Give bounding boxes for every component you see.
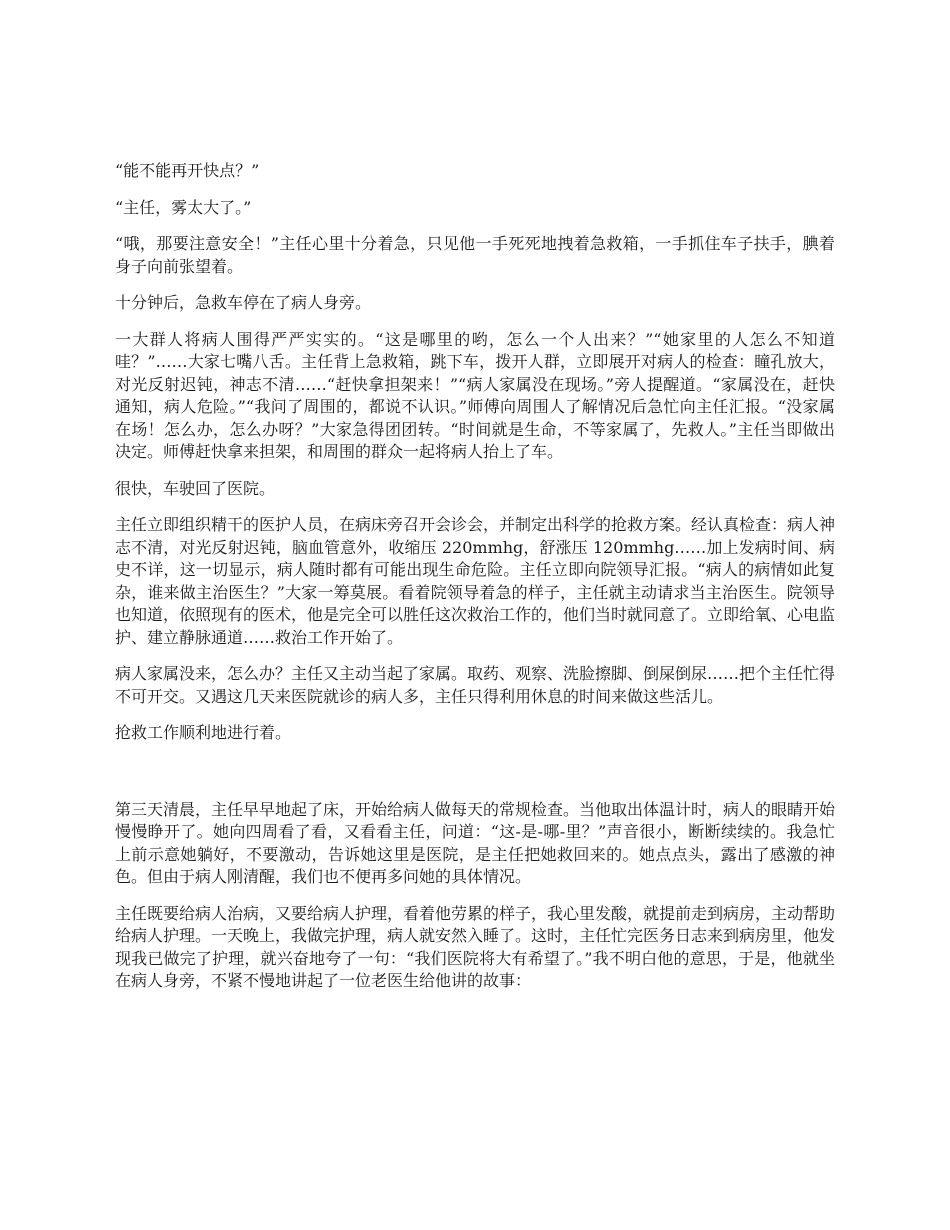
paragraph: 主任立即组织精干的医护人员，在病床旁召开会诊会，并制定出科学的抢救方案。经认真检查：病人神志不清，对光反射迟钝，脑血管意外，收缩压 220mmhg，舒涨压 120mmhg……加上发病时间、病史不详，这一切显示，病人随时都有可能出现生命危险。主任立即向院领导汇报。“病人的病情如此复杂，谁来做主治医生？”大家一筹莫展。看着院领导着急的样子，主任就主动请求当主治医生。院领导也知道，依照现有的医术，他是完全可以胜任这次救治工作的，他们当时就同意了。立即给氧、心电监护、建立静脉通道……救治工作开始了。 (115, 515, 836, 647)
document-page (115, 160, 835, 1007)
paragraph: 很快，车驶回了医院。 (115, 478, 276, 498)
section-gap (115, 759, 835, 799)
paragraph: “主任，雾太大了。” (115, 197, 252, 217)
paragraph: 第三天清晨，主任早早地起了床，开始给病人做每天的常规检查。当他取出体温计时，病人的眼睛开始慢慢睁开了。她向四周看了看，又看看主任，问道：“这-是-哪-里？”声音很小，断断续续的。我急忙上前示意她躺好，不要激动，告诉她这里是医院，是主任把她救回来的。她点点头，露出了感激的神色。但由于病人刚清醒，我们也不便再多问她的具体情况。 (115, 799, 836, 886)
paragraph: “能不能再开快点？” (115, 161, 260, 180)
paragraph: 主任既要给病人治病，又要给病人护理，看着他劳累的样子，我心里发酸，就提前走到病房，主动帮助给病人护理。一天晚上，我做完护理，病人就安然入睡了。这时，主任忙完医务日志来到病房里，他发现我已做完了护理，就兴奋地夸了一句：“我们医院将大有希望了。”我不明白他的意思，于是，他就坐在病人身旁，不紧不慢地讲起了一位老医生给他讲的故事： (115, 903, 836, 990)
paragraph: “哦，那要注意安全！”主任心里十分着急，只见他一手死死地拽着急救箱，一手抓住车子扶手，腆着身子向前张望着。 (115, 234, 835, 276)
paragraph: 一大群人将病人围得严严实实的。“这是哪里的哟，怎么一个人出来？”“她家里的人怎么不知道哇？”……大家七嘴八舌。主任背上急救箱，跳下车，拨开人群，立即展开对病人的检查：瞳孔放大，对光反射迟钝，神志不清……“赶快拿担架来！”“病人家属没在现场。”旁人提醒道。“家属没在，赶快通知，病人危险。”“我问了周围的，都说不认识。”师傅向周围人了解情况后急忙向主任汇报。“没家属在场！怎么办，怎么办呀？”大家急得团团转。“时间就是生命，不等家属了，先救人。”主任当即做出决定。师傅赶快拿来担架，和周围的群众一起将病人抬上了车。 (115, 329, 835, 461)
paragraph: 病人家属没来，怎么办？主任又主动当起了家属。取药、观察、洗脸擦脚、倒屎倒尿……把个主任忙得不可开交。又遇这几天来医院就诊的病人多，主任只得利用休息的时间来做这些活儿。 (115, 664, 836, 706)
paragraph: 十分钟后，急救车停在了病人身旁。 (115, 293, 372, 312)
paragraph: 抢救工作顺利地进行着。 (115, 723, 292, 742)
